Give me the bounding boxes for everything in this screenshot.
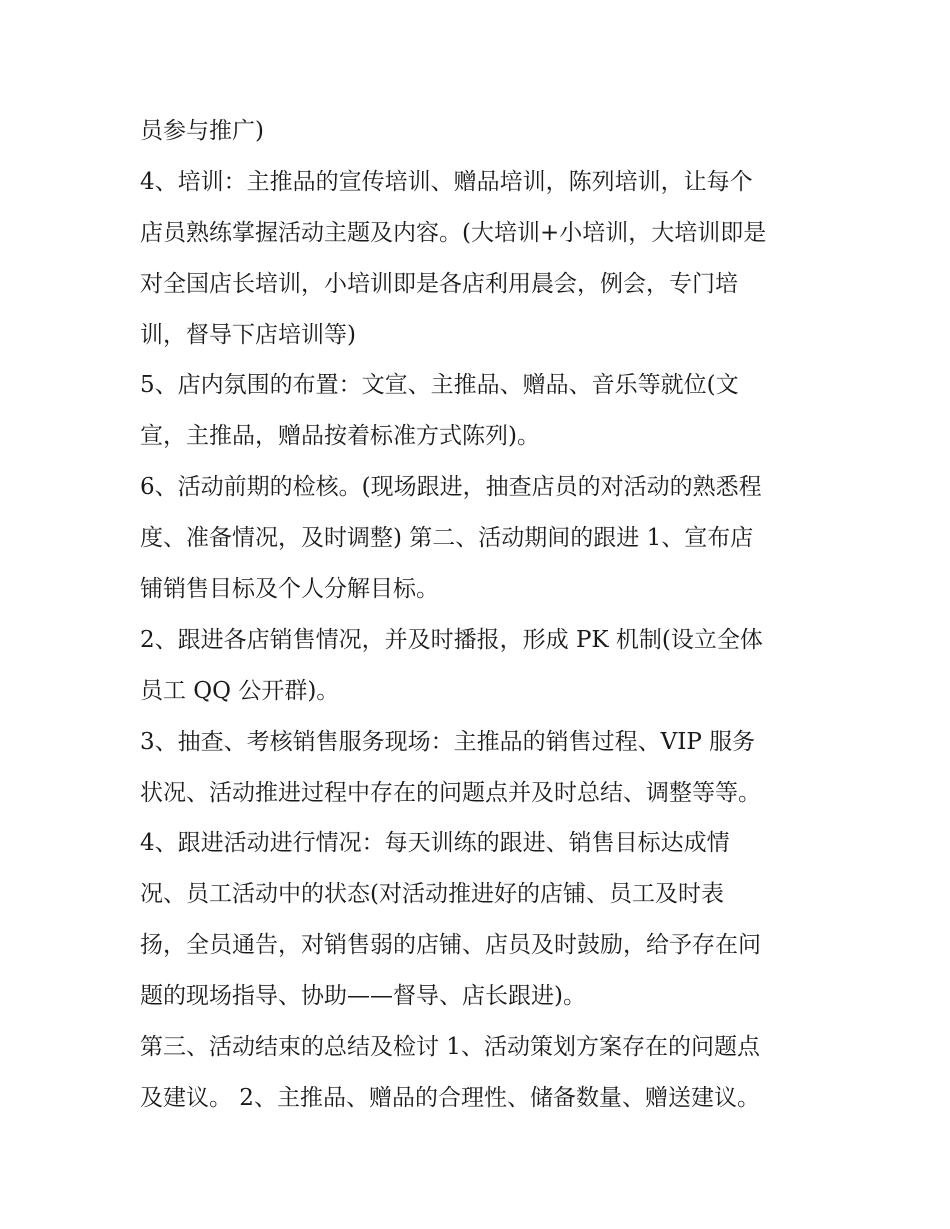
text-line: 店员熟练掌握活动主题及内容。(大培训+小培训，大培训即是 [140,219,767,246]
document-body [140,106,820,1124]
text-line: 6、活动前期的检核。(现场跟进，抽查店员的对活动的熟悉程 [140,474,762,501]
text-line: 状况、活动推进过程中存在的问题点并及时总结、调整等等。 [140,779,761,806]
text-line: 第三、活动结束的总结及检讨 1、活动策划方案存在的问题点 [140,1034,760,1061]
text-line: 及建议。 2、主推品、赠品的合理性、储备数量、赠送建议。 [140,1084,760,1111]
text-line: 员工 QQ 公开群)。 [140,677,340,704]
text-line: 5、店内氛围的布置：文宣、主推品、赠品、音乐等就位(文 [140,372,739,399]
text-line: 员参与推广) [140,118,264,144]
text-line: 况、员工活动中的状态(对活动推进好的店铺、员工及时表 [140,881,724,908]
text-line: 4、跟进活动进行情况：每天训练的跟进、销售目标达成情 [140,830,730,857]
text-line: 铺销售目标及个人分解目标。 [140,576,439,603]
text-line: 3、抽查、考核销售服务现场：主推品的销售过程、VIP 服务 [140,728,756,755]
text-line: 训，督导下店培训等) [140,321,356,348]
text-line: 宣，主推品，赠品按着标准方式陈列)。 [140,423,540,450]
text-line: 4、培训：主推品的宣传培训、赠品培训，陈列培训，让每个 [140,168,753,195]
text-line: 2、跟进各店销售情况，并及时播报，形成 PK 机制(设立全体 [140,626,763,653]
text-line: 扬，全员通告，对销售弱的店铺、店员及时鼓励，给予存在问 [140,932,761,959]
text-line: 题的现场指导、协助——督导、店长跟进)。 [140,983,586,1010]
text-line: 度、准备情况，及时调整) 第二、活动期间的跟进 1、宣布店 [140,525,754,552]
text-line: 对全国店长培训，小培训即是各店利用晨会，例会，专门培 [140,270,738,297]
